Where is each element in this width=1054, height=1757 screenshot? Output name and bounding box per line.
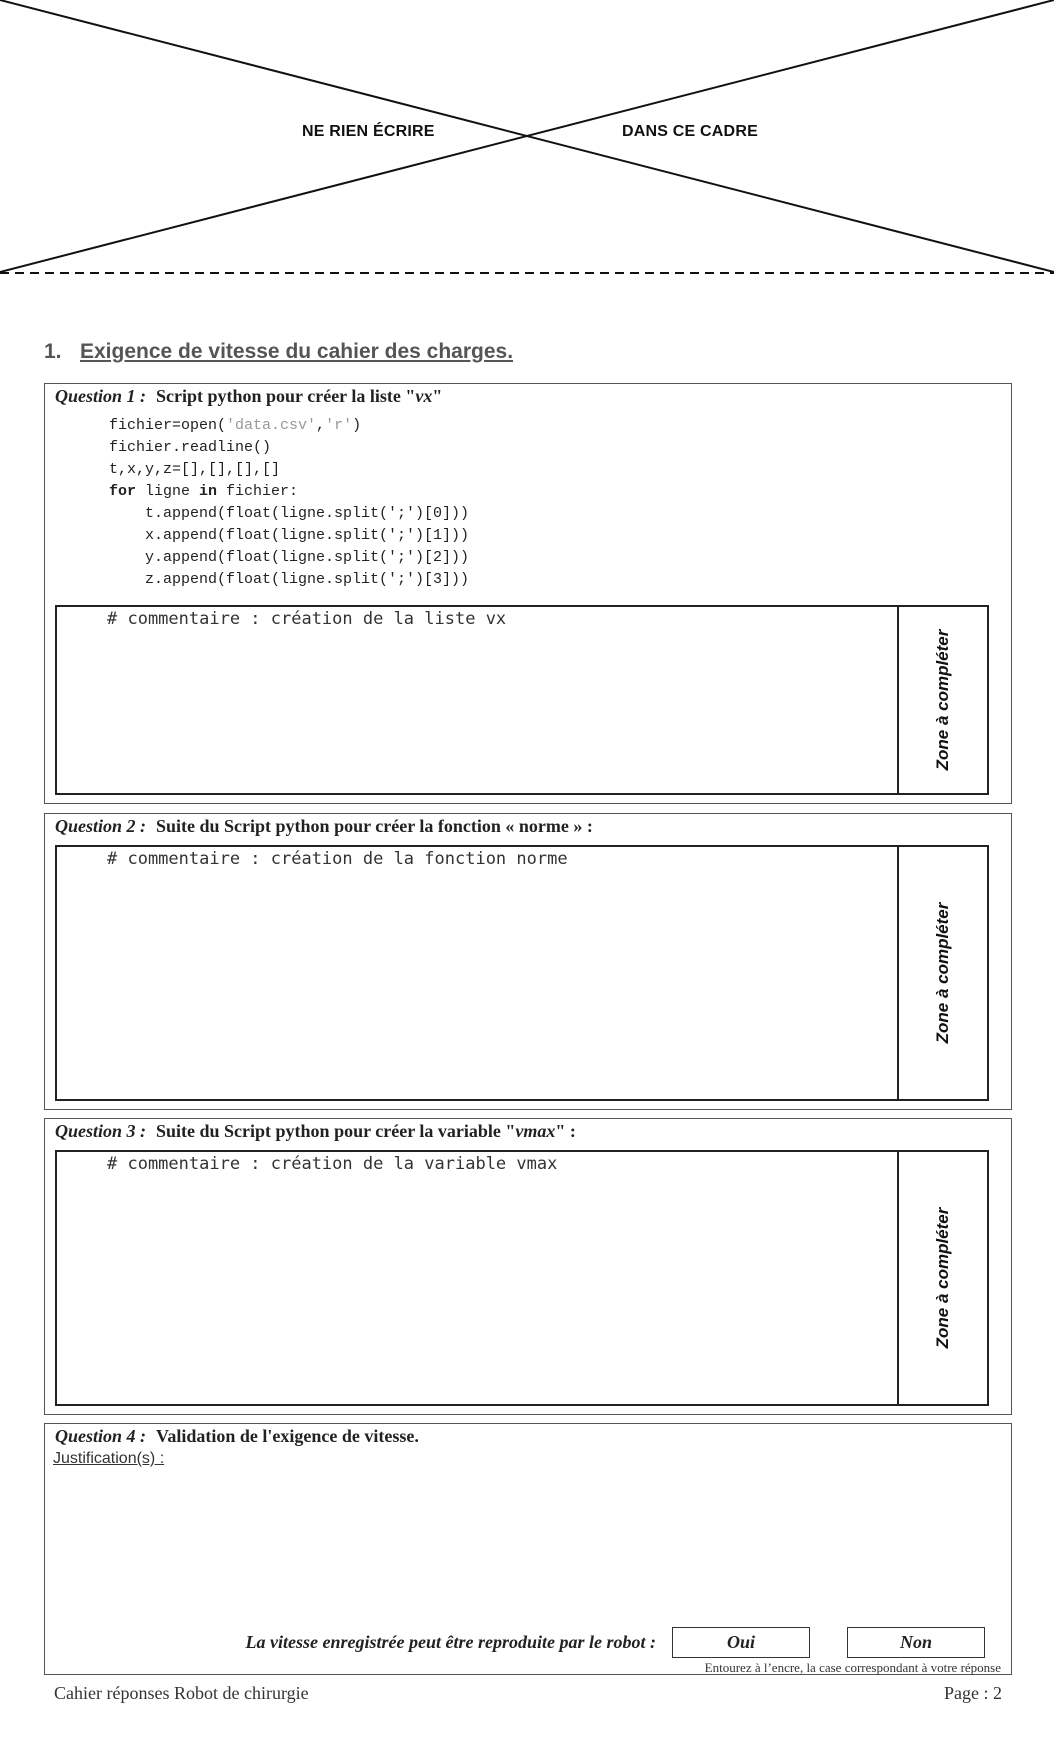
question-2-frame [44, 813, 1012, 1110]
variable-name: vx [415, 386, 433, 406]
section-title: Exigence de vitesse du cahier des charges. [80, 340, 514, 363]
question-label: Question 4 : [55, 1426, 147, 1446]
python-code-block: fichier=open('data.csv','r') fichier.readline() t,x,y,z=[],[],[],[] for ligne in fichier: t.append(float(ligne.split(';')[0])) x.append(float(ligne.split(';')[1])) y.append(float(ligne.split(';')[2])) z.append(float(ligne.split(';')[3])) [109, 417, 470, 588]
question-1-title: Question 1 : Script python pour créer la liste "vx" [55, 386, 443, 406]
zone-label: Zone à compléter [933, 1207, 952, 1349]
banner-right-text: DANS CE CADRE [622, 123, 758, 140]
question-4-frame [44, 1423, 1012, 1675]
footer-title: Cahier réponses Robot de chirurgie [54, 1683, 309, 1703]
no-option-box[interactable]: Non [847, 1627, 985, 1658]
question-label: Question 2 : [55, 816, 147, 836]
question-3-title: Question 3 : Suite du Script python pour créer la variable "vmax" : [55, 1121, 576, 1141]
question-4-title: Question 4 : Validation de l'exigence de vitesse. [55, 1426, 419, 1446]
question-3-frame [44, 1118, 1012, 1415]
answer-box-question-1[interactable] [55, 605, 989, 795]
section-number: 1. [44, 340, 62, 363]
variable-name: vmax [515, 1121, 556, 1141]
code-comment: # commentaire : création de la fonction norme [107, 849, 568, 869]
answer-box-question-3[interactable] [55, 1150, 989, 1406]
zone-label: Zone à compléter [933, 902, 952, 1044]
zone-label-column [897, 607, 987, 793]
page-number: Page : 2 [944, 1683, 1002, 1703]
answer-box-question-2[interactable] [55, 845, 989, 1101]
question-1-frame [44, 383, 1012, 804]
zone-label-column [897, 1152, 987, 1404]
question-2-title: Question 2 : Suite du Script python pour créer la fonction « norme » : [55, 816, 593, 836]
validation-statement: La vitesse enregistrée peut être reproduite par le robot : [245, 1632, 656, 1652]
code-comment: # commentaire : création de la liste vx [107, 609, 507, 629]
instruction-note: Entourez à l’encre, la case correspondant à votre réponse [704, 1660, 1001, 1675]
no-write-banner [0, 0, 1054, 280]
zone-label: Zone à compléter [933, 629, 952, 771]
zone-label-column [897, 847, 987, 1099]
banner-left-text: NE RIEN ÉCRIRE [302, 123, 435, 140]
yes-option-box[interactable]: Oui [672, 1627, 810, 1658]
code-comment: # commentaire : création de la variable vmax [107, 1154, 558, 1174]
question-label: Question 3 : [55, 1121, 147, 1141]
justification-label: Justification(s) : [53, 1450, 165, 1467]
question-label: Question 1 : [55, 386, 147, 406]
